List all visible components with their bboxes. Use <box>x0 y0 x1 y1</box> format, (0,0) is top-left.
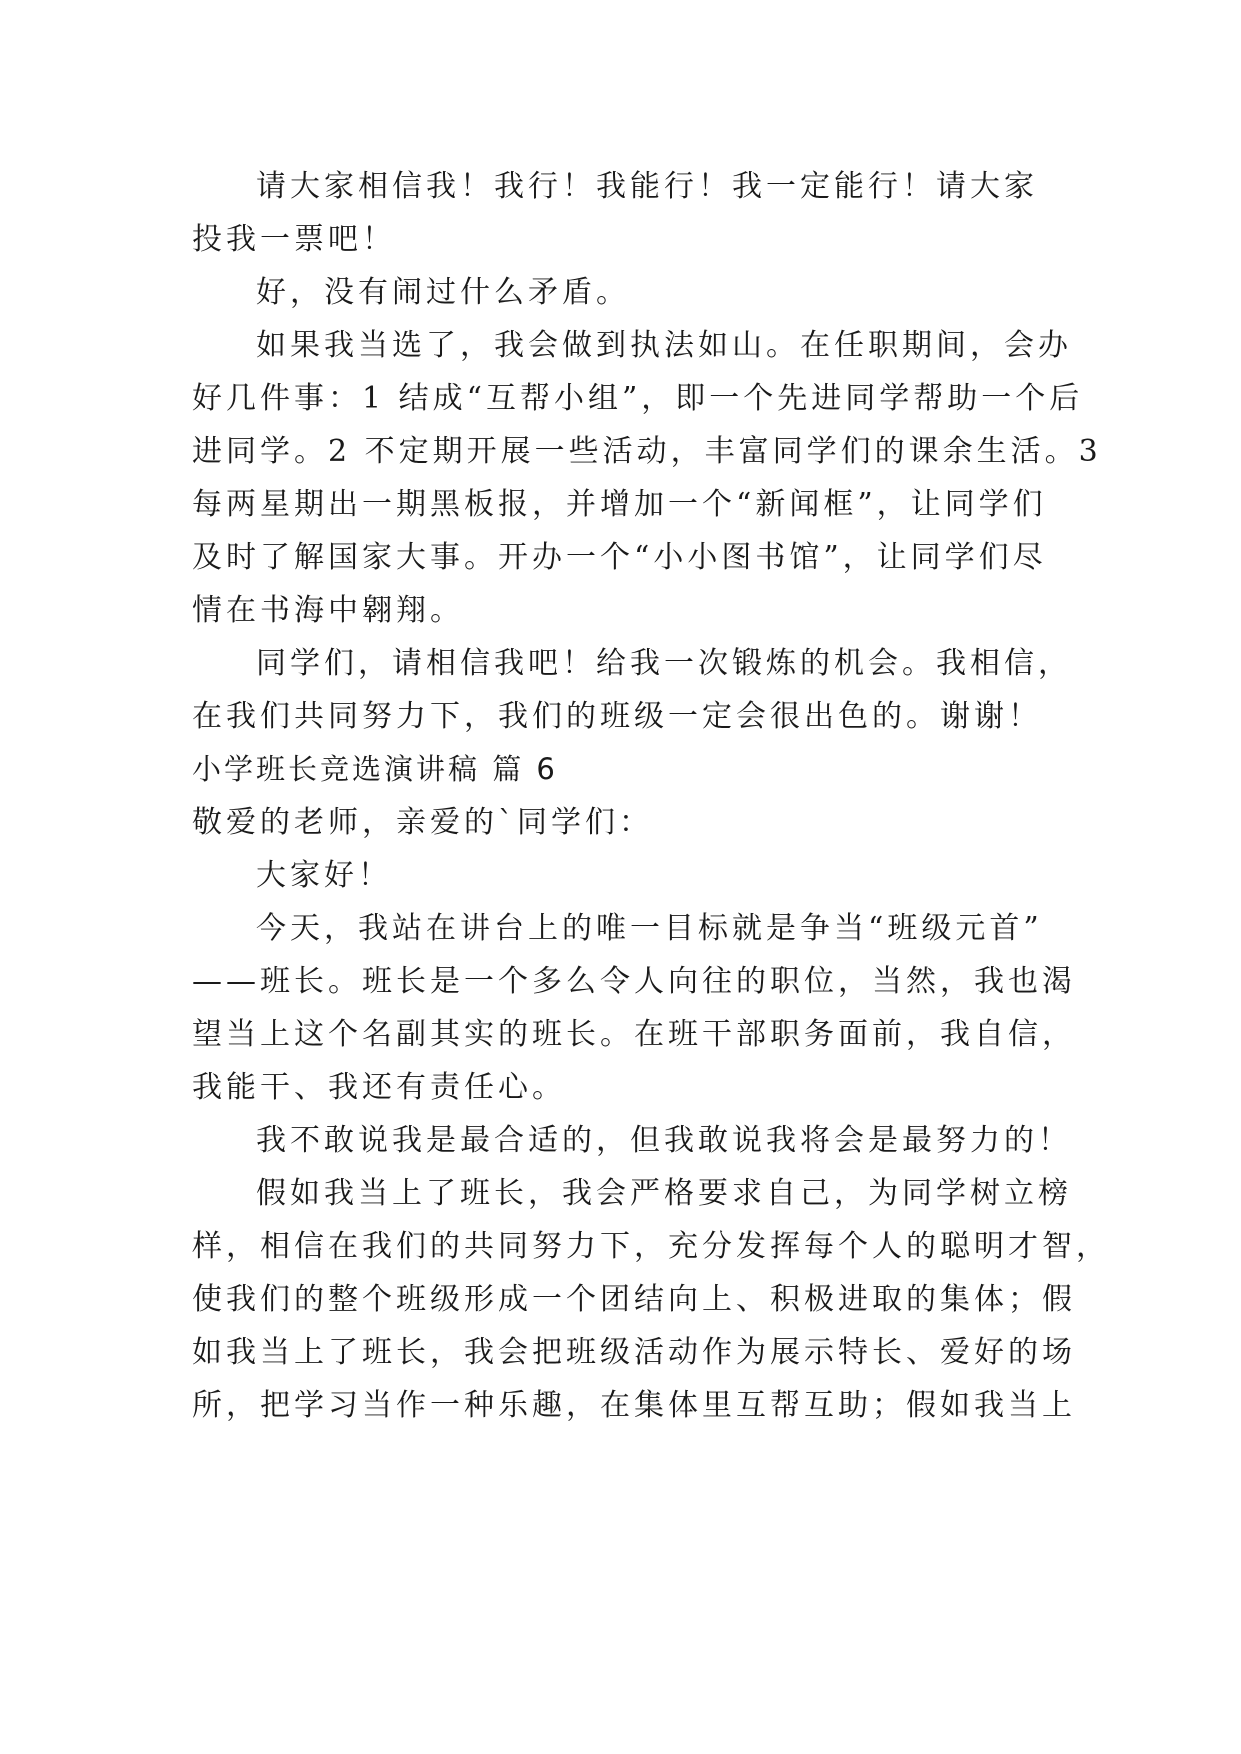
paragraph-line: 及时了解国家大事。开办一个“小小图书馆”，让同学们尽 <box>192 540 1047 575</box>
document-body <box>192 160 1110 1432</box>
paragraph-line: 请大家相信我！我行！我能行！我一定能行！请大家 <box>256 169 1038 204</box>
paragraph-line: 每两星期出一期黑板报，并增加一个“新闻框”，让同学们 <box>192 487 1047 522</box>
paragraph-line: 假如我当上了班长，我会严格要求自己，为同学树立榜 <box>256 1176 1072 1211</box>
paragraph-line: 投我一票吧！ <box>192 222 396 257</box>
paragraph-line: 在我们共同努力下，我们的班级一定会很出色的。谢谢！ <box>192 699 1042 734</box>
paragraph-line: ——班长。班长是一个多么令人向往的职位，当然，我也渴 <box>192 964 1076 999</box>
paragraph-line: 使我们的整个班级形成一个团结向上、积极进取的集体；假 <box>192 1282 1076 1317</box>
paragraph-line: 我不敢说我是最合适的，但我敢说我将会是最努力的！ <box>256 1123 1072 1158</box>
paragraph-line: 好，没有闹过什么矛盾。 <box>256 275 630 310</box>
paragraph-line: 如我当上了班长，我会把班级活动作为展示特长、爱好的场 <box>192 1335 1076 1370</box>
paragraph-line: 所，把学习当作一种乐趣，在集体里互帮互助；假如我当上 <box>192 1388 1076 1423</box>
paragraph-line: 好几件事：1 结成“互帮小组”，即一个先进同学帮助一个后 <box>192 381 1084 416</box>
paragraph-line: 同学们，请相信我吧！给我一次锻炼的机会。我相信， <box>256 646 1072 681</box>
section-heading: 小学班长竞选演讲稿 篇 6 <box>192 752 558 786</box>
paragraph-line: 进同学。2 不定期开展一些活动，丰富同学们的课余生活。3 <box>192 434 1102 469</box>
paragraph-line: 情在书海中翱翔。 <box>192 593 464 628</box>
greeting-line: 大家好！ <box>256 858 392 893</box>
paragraph-line: 望当上这个名副其实的班长。在班干部职务面前，我自信， <box>192 1017 1076 1052</box>
salutation-line: 敬爱的老师，亲爱的`同学们： <box>192 805 653 840</box>
paragraph-line: 样，相信在我们的共同努力下，充分发挥每个人的聪明才智， <box>192 1229 1110 1264</box>
paragraph-line: 今天，我站在讲台上的唯一目标就是争当“班级元首” <box>256 911 1043 946</box>
paragraph-line: 如果我当选了，我会做到执法如山。在任职期间，会办 <box>256 328 1072 363</box>
paragraph-line: 我能干、我还有责任心。 <box>192 1070 566 1105</box>
